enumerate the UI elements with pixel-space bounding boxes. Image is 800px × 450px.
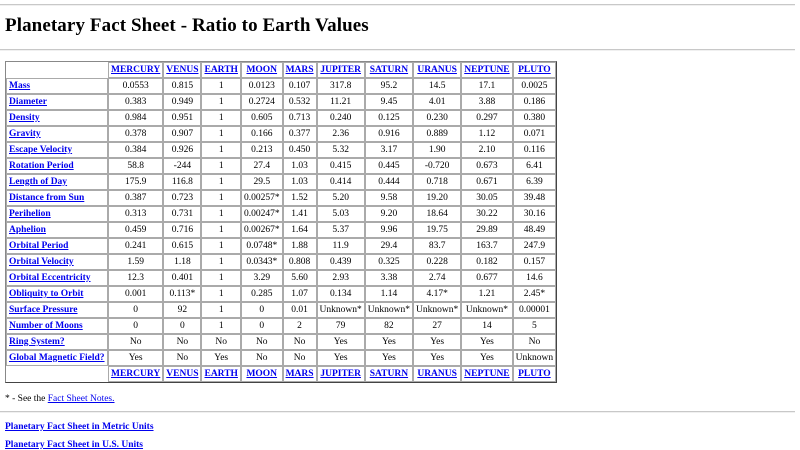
value-cell: 6.39 [513, 174, 556, 190]
header-corner [6, 366, 108, 382]
value-cell: 1 [201, 270, 240, 286]
value-cell: 0.134 [317, 286, 365, 302]
footnote [5, 394, 115, 404]
value-cell: 0.713 [283, 110, 317, 126]
value-cell: 0.125 [365, 110, 413, 126]
value-cell: 14 [461, 318, 512, 334]
planet-header-cell [283, 366, 317, 382]
value-cell: 0.182 [461, 254, 512, 270]
value-cell: Yes [317, 334, 365, 350]
header-row-bottom [6, 366, 556, 382]
planet-link-jupiter[interactable]: JUPITER [320, 369, 361, 379]
value-cell: 0.186 [513, 94, 556, 110]
value-cell: 29.89 [461, 222, 512, 238]
planet-header-cell [513, 62, 556, 78]
value-cell: Yes [201, 350, 240, 366]
value-cell: 1 [201, 302, 240, 318]
value-cell: 5 [513, 318, 556, 334]
value-cell: 0 [108, 318, 163, 334]
value-cell: 95.2 [365, 78, 413, 94]
value-cell: 3.38 [365, 270, 413, 286]
fact-sheet-notes-link[interactable]: Fact Sheet Notes. [47, 394, 115, 404]
value-cell: 175.9 [108, 174, 163, 190]
value-cell: Unknown [513, 350, 556, 366]
value-cell: 0.677 [461, 270, 512, 286]
row-label-cell [6, 158, 108, 174]
table-row [6, 254, 556, 270]
value-cell: 0.00257* [241, 190, 283, 206]
planet-link-earth[interactable]: EARTH [204, 369, 238, 379]
value-cell: 1.12 [461, 126, 512, 142]
table-row [6, 270, 556, 286]
value-cell: 0.01 [283, 302, 317, 318]
us-units-link[interactable]: Planetary Fact Sheet in U.S. Units [5, 440, 144, 450]
value-cell: 0.439 [317, 254, 365, 270]
planet-header-cell [365, 366, 413, 382]
row-label-cell [6, 78, 108, 94]
value-cell: 12.3 [108, 270, 163, 286]
table-row [6, 78, 556, 94]
footnote-prefix: * - See the [5, 394, 46, 404]
value-cell: 5.32 [317, 142, 365, 158]
value-cell: 0.415 [317, 158, 365, 174]
planet-link-uranus[interactable]: URANUS [417, 369, 457, 379]
value-cell: Yes [461, 334, 512, 350]
table-row [6, 174, 556, 190]
row-label-link[interactable]: Escape Velocity [9, 145, 73, 155]
value-cell: 1 [201, 174, 240, 190]
value-cell: No [108, 334, 163, 350]
table-row [6, 302, 556, 318]
value-cell: 6.41 [513, 158, 556, 174]
table-row [6, 158, 556, 174]
value-cell: 9.20 [365, 206, 413, 222]
value-cell: 29.5 [241, 174, 283, 190]
value-cell: 1.59 [108, 254, 163, 270]
value-cell: Unknown* [461, 302, 512, 318]
planet-link-moon[interactable]: MOON [246, 65, 278, 75]
value-cell: Unknown* [317, 302, 365, 318]
row-label-cell [6, 350, 108, 366]
value-cell: Yes [365, 350, 413, 366]
value-cell: Yes [317, 350, 365, 366]
value-cell: 0.00001 [513, 302, 556, 318]
row-label-cell [6, 334, 108, 350]
value-cell: 2.36 [317, 126, 365, 142]
row-label-link[interactable]: Mass [9, 81, 31, 91]
value-cell: No [241, 334, 283, 350]
top-divider [0, 4, 795, 6]
title-divider [0, 49, 795, 51]
value-cell: 1 [201, 94, 240, 110]
row-label-cell [6, 110, 108, 126]
value-cell: 0.001 [108, 286, 163, 302]
value-cell: 0.949 [163, 94, 201, 110]
value-cell: No [283, 350, 317, 366]
value-cell: 0.00247* [241, 206, 283, 222]
row-label-cell [6, 142, 108, 158]
value-cell: 0.313 [108, 206, 163, 222]
value-cell: 0.459 [108, 222, 163, 238]
value-cell: 11.21 [317, 94, 365, 110]
value-cell: 3.29 [241, 270, 283, 286]
value-cell: 5.20 [317, 190, 365, 206]
table-row [6, 350, 556, 366]
value-cell: 1 [201, 286, 240, 302]
row-label-cell [6, 222, 108, 238]
table-row [6, 334, 556, 350]
value-cell: 1 [201, 318, 240, 334]
value-cell: 1 [201, 78, 240, 94]
value-cell: No [201, 334, 240, 350]
row-label-link[interactable]: Orbital Period [9, 241, 69, 251]
value-cell: 1.41 [283, 206, 317, 222]
value-cell: 0.378 [108, 126, 163, 142]
planet-header-cell [317, 366, 365, 382]
value-cell: 79 [317, 318, 365, 334]
value-cell: 0.116 [513, 142, 556, 158]
value-cell: 5.60 [283, 270, 317, 286]
value-cell: 9.96 [365, 222, 413, 238]
planet-header-cell [461, 366, 512, 382]
value-cell: 0.387 [108, 190, 163, 206]
row-label-link[interactable]: Aphelion [9, 225, 46, 235]
table-row [6, 190, 556, 206]
value-cell: 1 [201, 110, 240, 126]
planet-link-mercury[interactable]: MERCURY [111, 65, 161, 75]
value-cell: Yes [461, 350, 512, 366]
value-cell: 0.951 [163, 110, 201, 126]
value-cell: 1.88 [283, 238, 317, 254]
planet-link-jupiter[interactable]: JUPITER [320, 65, 361, 75]
planet-link-pluto[interactable]: PLUTO [518, 369, 551, 379]
value-cell: 1.03 [283, 158, 317, 174]
value-cell: 0.157 [513, 254, 556, 270]
value-cell: 30.22 [461, 206, 512, 222]
value-cell: 0.718 [413, 174, 461, 190]
value-cell: 0.107 [283, 78, 317, 94]
value-cell: 0.605 [241, 110, 283, 126]
row-label-link[interactable]: Obliquity to Orbit [9, 289, 84, 299]
planet-link-neptune[interactable]: NEPTUNE [464, 65, 510, 75]
table-row [6, 318, 556, 334]
value-cell: 0.926 [163, 142, 201, 158]
value-cell: 0.0748* [241, 238, 283, 254]
value-cell: 0.166 [241, 126, 283, 142]
value-cell: 30.05 [461, 190, 512, 206]
table-row [6, 238, 556, 254]
row-label-link[interactable]: Orbital Eccentricity [9, 273, 91, 283]
value-cell: 0.808 [283, 254, 317, 270]
value-cell: 0 [108, 302, 163, 318]
value-cell: 0.00267* [241, 222, 283, 238]
value-cell: 0.723 [163, 190, 201, 206]
value-cell: 0.414 [317, 174, 365, 190]
row-label-cell [6, 190, 108, 206]
value-cell: 1 [201, 190, 240, 206]
value-cell: 0.716 [163, 222, 201, 238]
value-cell: -244 [163, 158, 201, 174]
row-label-link[interactable]: Length of Day [9, 177, 68, 187]
value-cell: 5.37 [317, 222, 365, 238]
value-cell: No [163, 334, 201, 350]
value-cell: 0.673 [461, 158, 512, 174]
value-cell: 19.75 [413, 222, 461, 238]
value-cell: 1 [201, 254, 240, 270]
value-cell: 0.383 [108, 94, 163, 110]
row-label-link[interactable]: Number of Moons [9, 321, 83, 331]
planet-header-cell [201, 62, 240, 78]
value-cell: 163.7 [461, 238, 512, 254]
planet-link-moon[interactable]: MOON [246, 369, 278, 379]
value-cell: 0.731 [163, 206, 201, 222]
value-cell: 0.444 [365, 174, 413, 190]
row-label-link[interactable]: Gravity [9, 129, 41, 139]
value-cell: 0.113* [163, 286, 201, 302]
value-cell: 1.21 [461, 286, 512, 302]
table-row [6, 126, 556, 142]
row-label-link[interactable]: Diameter [9, 97, 47, 107]
value-cell: No [163, 350, 201, 366]
value-cell: 0.325 [365, 254, 413, 270]
planet-link-earth[interactable]: EARTH [204, 65, 238, 75]
value-cell: Unknown* [413, 302, 461, 318]
row-label-cell [6, 206, 108, 222]
row-label-link[interactable]: Distance from Sun [9, 193, 85, 203]
value-cell: 0 [241, 302, 283, 318]
row-label-cell [6, 286, 108, 302]
planet-header-cell [413, 62, 461, 78]
value-cell: 17.1 [461, 78, 512, 94]
planet-header-cell [461, 62, 512, 78]
value-cell: 18.64 [413, 206, 461, 222]
value-cell: 3.17 [365, 142, 413, 158]
value-cell: No [283, 334, 317, 350]
planet-link-venus[interactable]: VENUS [166, 65, 199, 75]
value-cell: 3.88 [461, 94, 512, 110]
value-cell: 0.0553 [108, 78, 163, 94]
value-cell: 0.401 [163, 270, 201, 286]
row-label-cell [6, 318, 108, 334]
table-row [6, 94, 556, 110]
row-label-link[interactable]: Surface Pressure [9, 305, 78, 315]
value-cell: 19.20 [413, 190, 461, 206]
planet-header-cell [413, 366, 461, 382]
table-row [6, 110, 556, 126]
value-cell: Yes [413, 334, 461, 350]
row-label-cell [6, 238, 108, 254]
value-cell: 1.52 [283, 190, 317, 206]
row-label-cell [6, 126, 108, 142]
row-label-cell [6, 174, 108, 190]
value-cell: 27.4 [241, 158, 283, 174]
row-label-link[interactable]: Density [9, 113, 40, 123]
value-cell: 0.615 [163, 238, 201, 254]
value-cell: 116.8 [163, 174, 201, 190]
value-cell: 83.7 [413, 238, 461, 254]
value-cell: 1.14 [365, 286, 413, 302]
value-cell: 247.9 [513, 238, 556, 254]
planet-link-mars[interactable]: MARS [285, 369, 314, 379]
value-cell: 0.445 [365, 158, 413, 174]
planet-header-cell [108, 366, 163, 382]
value-cell: 58.8 [108, 158, 163, 174]
value-cell: 92 [163, 302, 201, 318]
planet-link-pluto[interactable]: PLUTO [518, 65, 551, 75]
row-label-link[interactable]: Ring System? [9, 337, 65, 347]
row-label-cell [6, 254, 108, 270]
value-cell: 0 [241, 318, 283, 334]
value-cell: 0.241 [108, 238, 163, 254]
fact-table [5, 61, 557, 383]
value-cell: 1.18 [163, 254, 201, 270]
value-cell: 0.377 [283, 126, 317, 142]
planet-header-cell [108, 62, 163, 78]
row-label-cell [6, 302, 108, 318]
value-cell: 0.380 [513, 110, 556, 126]
bottom-divider [0, 411, 795, 413]
value-cell: 14.5 [413, 78, 461, 94]
value-cell: 0.384 [108, 142, 163, 158]
value-cell: 0.984 [108, 110, 163, 126]
planet-header-cell [163, 62, 201, 78]
planet-header-cell [241, 62, 283, 78]
value-cell: 82 [365, 318, 413, 334]
planet-header-cell [201, 366, 240, 382]
planet-header-cell [365, 62, 413, 78]
header-corner [6, 62, 108, 78]
planet-header-cell [317, 62, 365, 78]
value-cell: 9.45 [365, 94, 413, 110]
value-cell: 27 [413, 318, 461, 334]
row-label-cell [6, 270, 108, 286]
value-cell: 2.93 [317, 270, 365, 286]
value-cell: 0.230 [413, 110, 461, 126]
planet-header-cell [241, 366, 283, 382]
value-cell: No [241, 350, 283, 366]
value-cell: 2.45* [513, 286, 556, 302]
value-cell: 0.532 [283, 94, 317, 110]
planet-link-saturn[interactable]: SATURN [369, 369, 409, 379]
planet-link-venus[interactable]: VENUS [166, 369, 199, 379]
header-row-top [6, 62, 556, 78]
table-row [6, 206, 556, 222]
value-cell: Yes [365, 334, 413, 350]
value-cell: 0.285 [241, 286, 283, 302]
row-label-link[interactable]: Perihelion [9, 209, 51, 219]
table-row [6, 222, 556, 238]
value-cell: 9.58 [365, 190, 413, 206]
planet-link-uranus[interactable]: URANUS [417, 65, 457, 75]
value-cell: 1 [201, 206, 240, 222]
value-cell: 0 [163, 318, 201, 334]
value-cell: 0.0025 [513, 78, 556, 94]
value-cell: 29.4 [365, 238, 413, 254]
row-label-cell [6, 94, 108, 110]
table-row [6, 286, 556, 302]
planet-header-cell [513, 366, 556, 382]
value-cell: 1.64 [283, 222, 317, 238]
row-label-link[interactable]: Global Magnetic Field? [9, 353, 105, 363]
value-cell: 2.10 [461, 142, 512, 158]
value-cell: 0.0343* [241, 254, 283, 270]
value-cell: 0.815 [163, 78, 201, 94]
value-cell: Yes [108, 350, 163, 366]
value-cell: 0.071 [513, 126, 556, 142]
value-cell: 39.48 [513, 190, 556, 206]
value-cell: 11.9 [317, 238, 365, 254]
value-cell: 48.49 [513, 222, 556, 238]
value-cell: Unknown* [365, 302, 413, 318]
row-label-link[interactable]: Rotation Period [9, 161, 74, 171]
planet-header-cell [283, 62, 317, 78]
value-cell: 0.916 [365, 126, 413, 142]
value-cell: -0.720 [413, 158, 461, 174]
value-cell: 1.07 [283, 286, 317, 302]
value-cell: 14.6 [513, 270, 556, 286]
value-cell: 4.01 [413, 94, 461, 110]
value-cell: 0.0123 [241, 78, 283, 94]
value-cell: 0.240 [317, 110, 365, 126]
value-cell: 1.90 [413, 142, 461, 158]
value-cell: Yes [413, 350, 461, 366]
value-cell: 0.450 [283, 142, 317, 158]
value-cell: 30.16 [513, 206, 556, 222]
value-cell: 1.03 [283, 174, 317, 190]
value-cell: 1 [201, 238, 240, 254]
value-cell: 1 [201, 126, 240, 142]
value-cell: 0.907 [163, 126, 201, 142]
value-cell: 1 [201, 142, 240, 158]
metric-units-link[interactable]: Planetary Fact Sheet in Metric Units [5, 422, 154, 432]
value-cell: 0.671 [461, 174, 512, 190]
value-cell: 0.889 [413, 126, 461, 142]
table-row [6, 142, 556, 158]
value-cell: 0.213 [241, 142, 283, 158]
value-cell: 1 [201, 158, 240, 174]
planet-link-neptune[interactable]: NEPTUNE [464, 369, 510, 379]
value-cell: No [513, 334, 556, 350]
planet-link-mercury[interactable]: MERCURY [111, 369, 161, 379]
value-cell: 0.297 [461, 110, 512, 126]
value-cell: 0.228 [413, 254, 461, 270]
value-cell: 4.17* [413, 286, 461, 302]
planet-link-mars[interactable]: MARS [285, 65, 314, 75]
planet-link-saturn[interactable]: SATURN [369, 65, 409, 75]
value-cell: 317.8 [317, 78, 365, 94]
value-cell: 2 [283, 318, 317, 334]
page-title: Planetary Fact Sheet - Ratio to Earth Values [5, 15, 369, 36]
value-cell: 1 [201, 222, 240, 238]
row-label-link[interactable]: Orbital Velocity [9, 257, 74, 267]
value-cell: 0.2724 [241, 94, 283, 110]
value-cell: 5.03 [317, 206, 365, 222]
planet-header-cell [163, 366, 201, 382]
value-cell: 2.74 [413, 270, 461, 286]
